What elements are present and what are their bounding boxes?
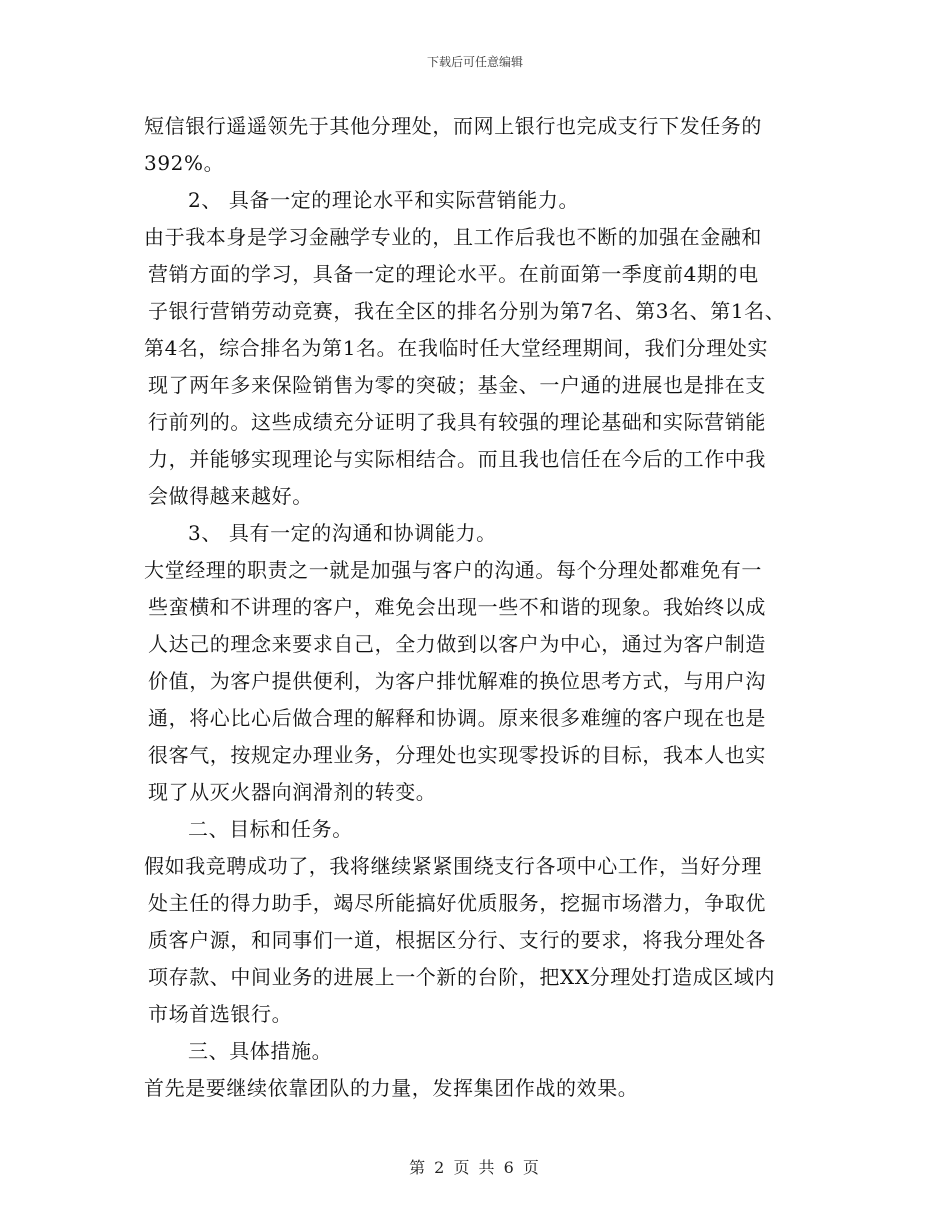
paragraph-line: 现了两年多来保险销售为零的突破；基金、一户通的进展也是排在支 (148, 373, 766, 397)
paragraph-line: 力，并能够实现理论与实际相结合。而且我也信任在今后的工作中我 (148, 447, 766, 471)
paragraph-line: 大堂经理的职责之一就是加强与客户的沟通。每个分理处都难免有一 (144, 558, 762, 582)
paragraph-line: 子银行营销劳动竞赛，我在全区的排名分别为第7名、第3名、第1名、 (148, 299, 786, 323)
paragraph-line: 假如我竞聘成功了，我将继续紧紧围绕支行各项中心工作，当好分理 (144, 854, 762, 878)
section-heading: 三、具体措施。 (188, 1039, 333, 1063)
section-heading: 二、目标和任务。 (188, 817, 353, 841)
paragraph-line: 行前列的。这些成绩充分证明了我具有较强的理论基础和实际营销能 (148, 410, 766, 434)
paragraph-line: 市场首选银行。 (148, 1002, 293, 1026)
paragraph-line: 短信银行遥遥领先于其他分理处，而网上银行也完成支行下发任务的 (144, 114, 762, 138)
paragraph-line: 通，将心比心后做合理的解释和协调。原来很多难缠的客户现在也是 (148, 706, 766, 730)
paragraph-line: 由于我本身是学习金融学专业的，且工作后我也不断的加强在金融和 (144, 225, 762, 249)
paragraph-line: 项存款、中间业务的进展上一个新的台阶，把XX分理处打造成区域内 (148, 965, 776, 989)
paragraph-line: 些蛮横和不讲理的客户，难免会出现一些不和谐的现象。我始终以成 (148, 595, 766, 619)
paragraph-line: 营销方面的学习，具备一定的理论水平。在前面第一季度前4期的电 (148, 262, 759, 286)
paragraph-line: 会做得越来越好。 (148, 484, 313, 508)
section-heading: 3、 具有一定的沟通和协调能力。 (188, 521, 497, 545)
paragraph-line: 很客气，按规定办理业务，分理处也实现零投诉的目标，我本人也实 (148, 743, 766, 767)
paragraph-line: 价值，为客户提供便利，为客户排忧解难的换位思考方式，与用户沟 (148, 669, 766, 693)
paragraph-line: 392%。 (144, 151, 225, 175)
paragraph-line: 人达己的理念来要求自己，全力做到以客户为中心，通过为客户制造 (148, 632, 766, 656)
paragraph-line: 处主任的得力助手，竭尽所能搞好优质服务，挖掘市场潜力，争取优 (148, 891, 766, 915)
paragraph-line: 质客户源，和同事们一道，根据区分行、支行的要求，将我分理处各 (148, 928, 766, 952)
page-header: 下载后可任意编辑 (426, 55, 523, 69)
document-body (144, 108, 834, 1107)
section-heading: 2、 具备一定的理论水平和实际营销能力。 (188, 188, 580, 212)
page-footer: 第 2 页 共 6 页 (409, 1158, 541, 1177)
paragraph-line: 首先是要继续依靠团队的力量，发挥集团作战的效果。 (144, 1076, 639, 1100)
paragraph-line: 第4名，综合排名为第1名。在我临时任大堂经理期间，我们分理处实 (144, 336, 769, 360)
paragraph-line: 现了从灭火器向润滑剂的转变。 (148, 780, 437, 804)
